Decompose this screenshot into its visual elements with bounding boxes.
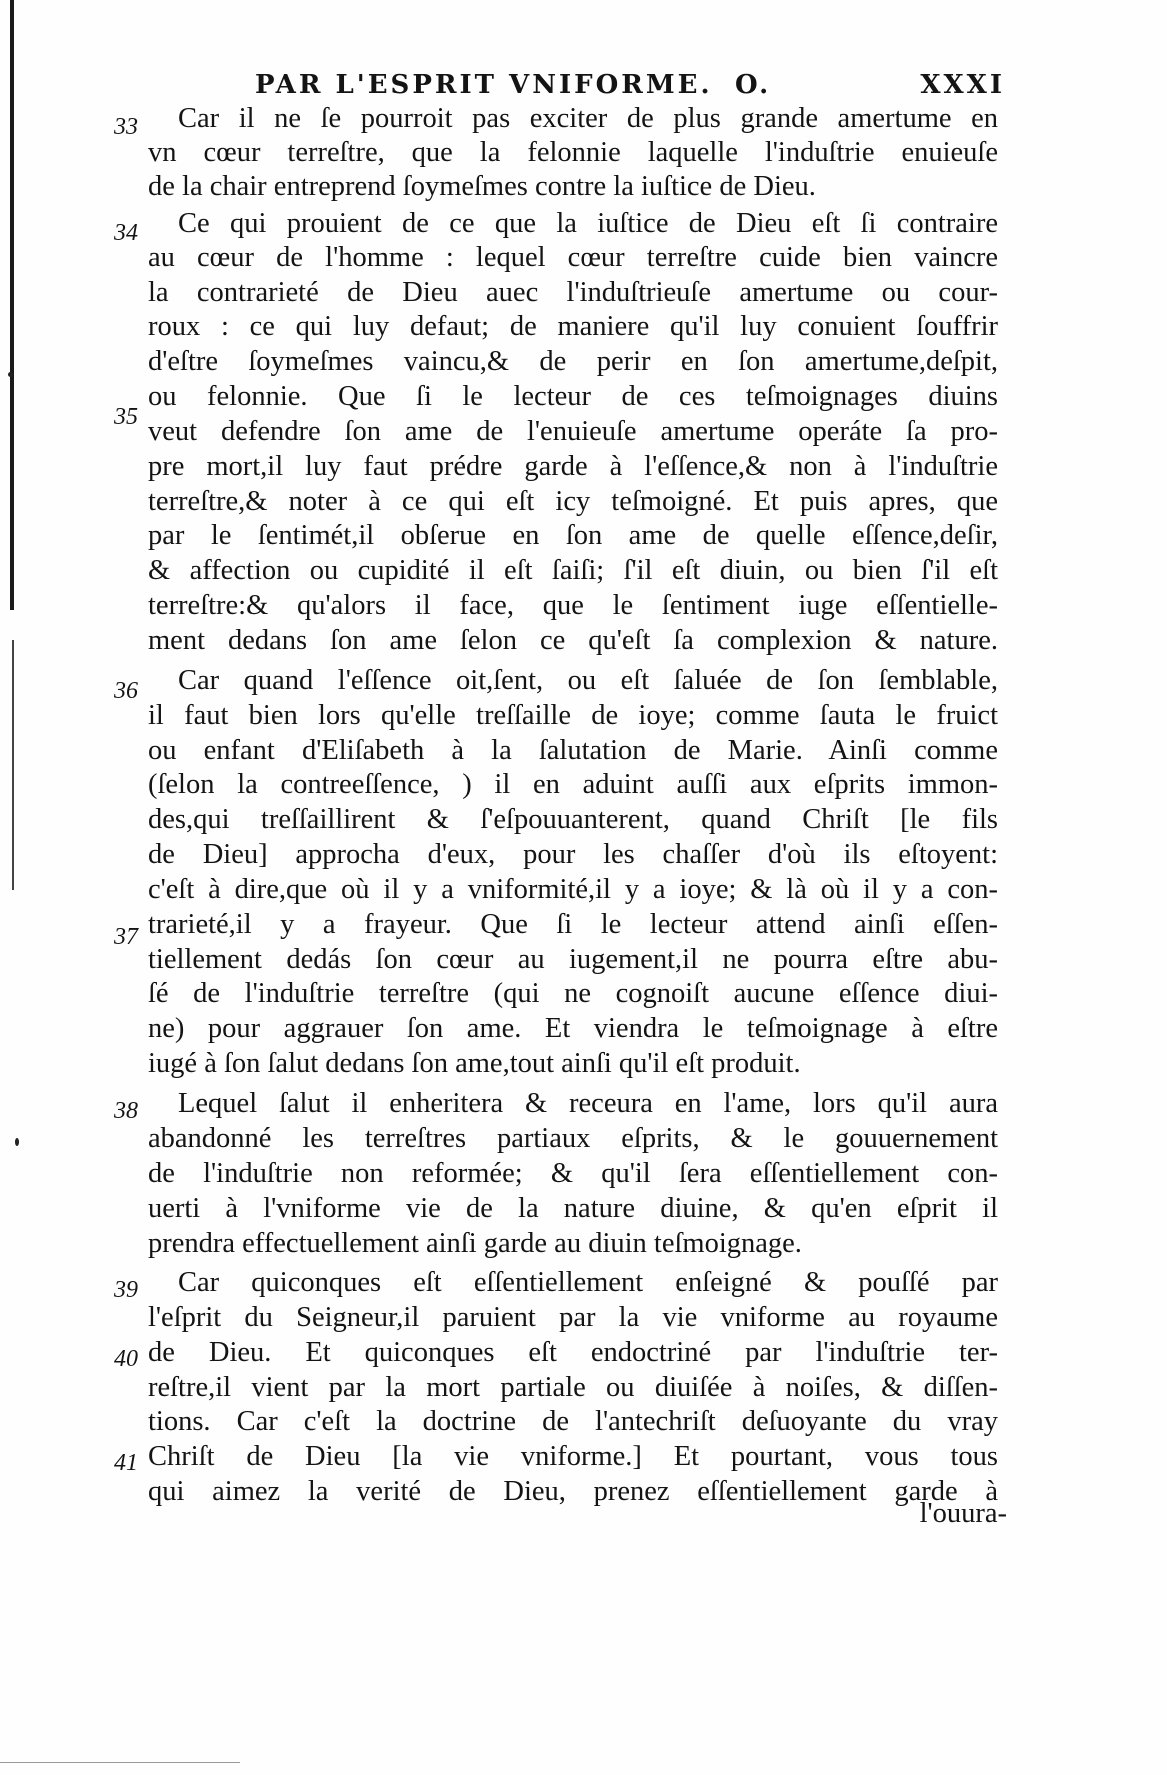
- verse-number: 40: [114, 1346, 138, 1372]
- text-line: ne) pour aggrauer ſon ame. Et viendra le teſmoignage à eſtre: [148, 1013, 998, 1044]
- page-edge-shadow-lower: [12, 640, 14, 890]
- signature-mark: O.: [735, 70, 772, 100]
- text-line: Car quand l'eſſence oit,ſent, ou eſt ſaluée de ſon ſemblable,: [178, 665, 998, 696]
- verse-number: 37: [114, 924, 138, 950]
- text-line: Lequel ſalut il enheritera & receura en l'ame, lors qu'il aura: [178, 1088, 998, 1119]
- text-line: roux : ce qui luy defaut; de maniere qu'il luy conuient ſouffrir: [148, 311, 998, 342]
- verse-number: 38: [114, 1098, 138, 1124]
- catchword: l'ouura-: [919, 1498, 1007, 1529]
- ink-speck: [8, 372, 13, 377]
- page-edge-shadow: [10, 0, 14, 610]
- text-line: de l'induſtrie non reformée; & qu'il ſera eſſentiellement con-: [148, 1158, 998, 1189]
- verse-number: 41: [114, 1450, 138, 1476]
- text-line: de Dieu] approcha d'eux, pour les chaſſer d'où ils eſtoyent:: [148, 839, 998, 870]
- text-line: terreſtre,& noter à ce qui eſt icy teſmoigné. Et puis apres, que: [148, 486, 998, 517]
- text-line: veut defendre ſon ame de l'enuieuſe amertume operáte ſa pro-: [148, 416, 998, 447]
- text-line: des,qui treſſaillirent & ſ'eſpouuanterent, quand Chriſt [le fils: [148, 804, 998, 835]
- text-line: reſtre,il vient par la mort partiale ou diuiſée à noiſes, & diſſen-: [148, 1372, 998, 1403]
- text-line: ment dedans ſon ame ſelon ce qu'eſt ſa complexion & nature.: [148, 625, 998, 656]
- verse-number: 34: [114, 220, 138, 246]
- folio-number: XXXI: [920, 70, 1005, 100]
- verse-number: 35: [114, 404, 138, 430]
- scan-edge-line: [0, 1762, 240, 1763]
- ink-speck: [15, 1138, 19, 1146]
- text-line: la contrarieté de Dieu auec l'induſtrieuſe amertume ou cour-: [148, 277, 998, 308]
- text-line: il faut bien lors qu'elle treſſaille de ioye; comme ſauta le fruict: [148, 700, 998, 731]
- text-line: ou enfant d'Eliſabeth à la ſalutation de Marie. Ainſi comme: [148, 735, 998, 766]
- text-line: de la chair entreprend ſoymeſmes contre la iuſtice de Dieu.: [148, 171, 816, 202]
- text-line: au cœur de l'homme : lequel cœur terreſtre cuide bien vaincre: [148, 242, 998, 273]
- text-line: Car quiconques eſt eſſentiellement enſeigné & pouſſé par: [178, 1267, 998, 1298]
- text-line: Car il ne ſe pourroit pas exciter de plus grande amertume en: [178, 103, 998, 134]
- verse-number: 36: [114, 678, 138, 704]
- text-line: d'eſtre ſoymeſmes vaincu,& de perir en ſon amertume,deſpit,: [148, 346, 998, 377]
- text-line: ou felonnie. Que ſi le lecteur de ces teſmoignages diuins: [148, 381, 998, 412]
- text-line: uerti à l'vniforme vie de la nature diuine, & qu'en eſprit il: [148, 1193, 998, 1224]
- running-title: PAR L'ESPRIT VNIFORME.: [255, 70, 713, 100]
- text-line: Ce qui prouient de ce que la iuſtice de Dieu eſt ſi contraire: [178, 208, 998, 239]
- text-line: Chriſt de Dieu [la vie vniforme.] Et pourtant, vous tous: [148, 1441, 998, 1472]
- verse-number: 33: [114, 114, 138, 140]
- text-line: qui aimez la verité de Dieu, prenez eſſentiellement garde à: [148, 1476, 998, 1507]
- text-line: iugé à ſon ſalut dedans ſon ame,tout ainſi qu'il eſt produit.: [148, 1048, 801, 1079]
- text-line: c'eſt à dire,que où il y a vniformité,il y a ioye; & là où il y a con-: [148, 874, 998, 905]
- text-line: terreſtre:& qu'alors il face, que le ſentiment iuge eſſentielle-: [148, 590, 998, 621]
- text-line: prendra effectuellement ainſi garde au diuin teſmoignage.: [148, 1228, 802, 1259]
- text-line: abandonné les terreſtres partiaux eſprits, & le gouuernement: [148, 1123, 998, 1154]
- text-line: pre mort,il luy faut prédre garde à l'eſſence,& non à l'induſtrie: [148, 451, 998, 482]
- text-line: (ſelon la contreeſſence, ) il en aduint auſſi aux eſprits immon-: [148, 769, 998, 800]
- verse-number: 39: [114, 1277, 138, 1303]
- text-line: ſé de l'induſtrie terreſtre (qui ne cognoiſt aucune eſſence diui-: [148, 978, 998, 1009]
- running-header: [255, 70, 1005, 104]
- text-line: & affection ou cupidité il eſt ſaiſi; ſ'il eſt diuin, ou bien ſ'il eſt: [148, 555, 998, 586]
- text-line: trarieté,il y a frayeur. Que ſi le lecteur attend ainſi eſſen-: [148, 909, 998, 940]
- text-line: tiellement dedás ſon cœur au iugement,il ne pourra eſtre abu-: [148, 944, 998, 975]
- text-line: l'eſprit du Seigneur,il paruient par la vie vniforme au royaume: [148, 1302, 998, 1333]
- text-line: par le ſentimét,il obſerue en ſon ame de quelle eſſence,deſir,: [148, 520, 998, 551]
- text-line: tions. Car c'eſt la doctrine de l'antechriſt deſuoyante du vray: [148, 1406, 998, 1437]
- text-line: de Dieu. Et quiconques eſt endoctriné par l'induſtrie ter-: [148, 1337, 998, 1368]
- text-line: vn cœur terreſtre, que la felonnie laquelle l'induſtrie enuieuſe: [148, 137, 998, 168]
